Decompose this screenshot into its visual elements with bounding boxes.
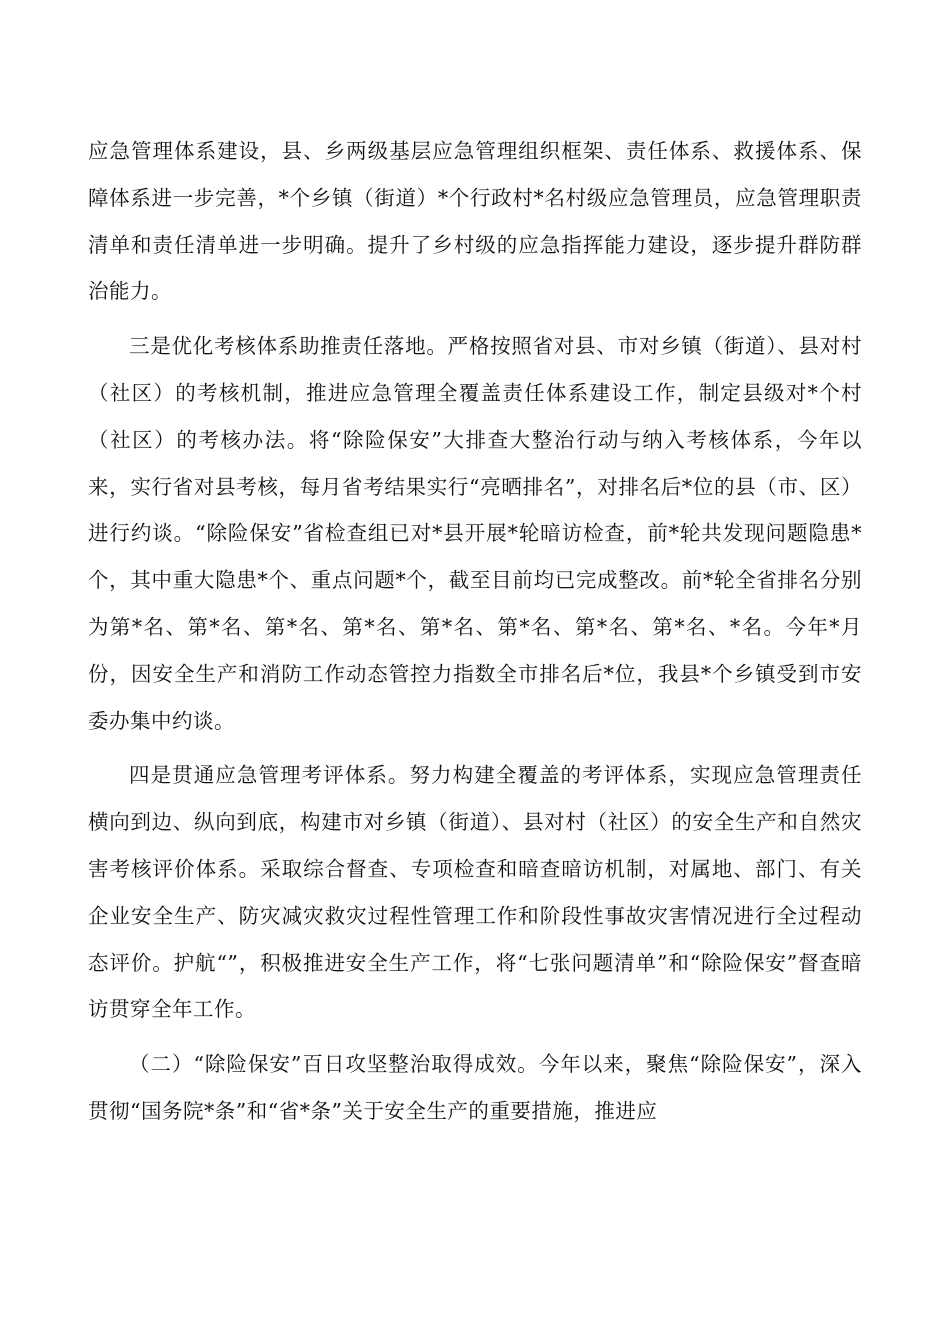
paragraph-2: 三是优化考核体系助推责任落地。严格按照省对县、市对乡镇（街道）、县对村（社区）的考核机制，推进应急管理全覆盖责任体系建设工作，制定县级对*个村（社区）的考核办法。将“除险保安”大排查大整治行动与纳入考核体系，今年以来，实行省对县考核，每月省考结果实行“亮晒排名”，对排名后*位的县（市、区）进行约谈。“除险保安”省检查组已对*县开展*轮暗访检查，前*轮共发现问题隐患*个，其中重大隐患*个、重点问题*个，截至目前均已完成整改。前*轮全省排名分别为第*名、第*名、第*名、第*名、第*名、第*名、第*名、第*名、*名。今年*月份，因安全生产和消防工作动态管控力指数全市排名后*位，我县*个乡镇受到市安委办集中约谈。 bbox=[88, 334, 862, 733]
paragraph-1: 应急管理体系建设，县、乡两级基层应急管理组织框架、责任体系、救援体系、保障体系进一步完善，*个乡镇（街道）*个行政村*名村级应急管理员，应急管理职责清单和责任清单进一步明确。提升了乡村级的应急指挥能力建设，逐步提升群防群治能力。 bbox=[88, 139, 862, 304]
paragraph-3: 四是贯通应急管理考评体系。努力构建全覆盖的考评体系，实现应急管理责任横向到边、纵向到底，构建市对乡镇（街道）、县对村（社区）的安全生产和自然灾害考核评价体系。采取综合督查、专项检查和暗查暗访机制，对属地、部门、有关企业安全生产、防灾减灾救灾过程性管理工作和阶段性事故灾害情况进行全过程动态评价。护航“”，积极推进安全生产工作，将“七张问题清单”和“除险保安”督查暗访贯穿全年工作。 bbox=[88, 763, 862, 1022]
document-body bbox=[88, 128, 862, 1143]
paragraph-4: （二）“除险保安”百日攻坚整治取得成效。今年以来，聚焦“除险保安”，深入贯彻“国务院*条”和“省*条”关于安全生产的重要措施，推进应 bbox=[88, 1052, 862, 1123]
